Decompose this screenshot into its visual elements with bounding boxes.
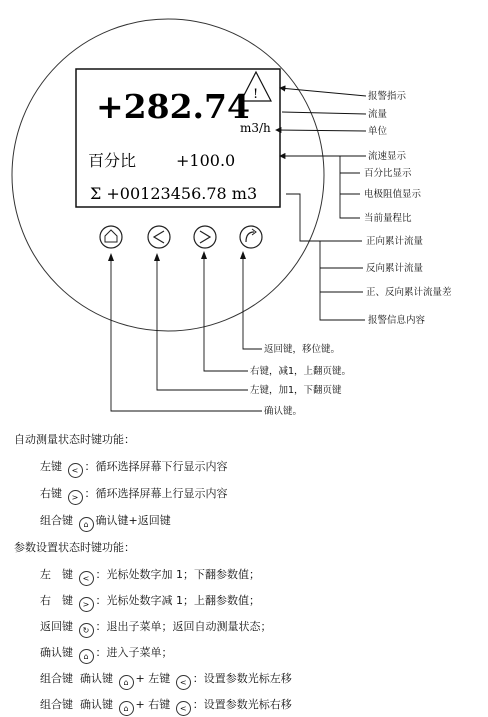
callout-arrowheads (108, 251, 246, 261)
callout-left-key: 左键，加1，下翻页键 (250, 385, 342, 396)
percent-value: +100.0 (176, 151, 236, 170)
right-key-icon: > (79, 597, 94, 612)
param-row-combo-left: 组合键 确认键 ⌂ + 左键 < ：设置参数光标左移 (40, 672, 292, 690)
param-row-right: 右 键 > ：光标处数字减 1；上翻参数值； (40, 594, 260, 612)
callout-reverse-total: 反向累计流量 (366, 263, 424, 274)
callout-confirm-key: 确认键。 (264, 406, 303, 417)
callout-percent: 百分比显示 (364, 168, 412, 179)
meter-body (12, 19, 324, 331)
confirm-key-icon: ⌂ (79, 649, 94, 664)
callout-forward-total: 正向累计流量 (366, 236, 424, 247)
alarm-symbol: ! (253, 87, 259, 102)
confirm-key-icon: ⌂ (119, 675, 134, 690)
return-key-icon: ↻ (79, 623, 94, 638)
param-mode-title: 参数设置状态时键功能： (14, 541, 135, 554)
callout-flow: 流量 (368, 109, 388, 120)
param-row-left: 左 键 < ：光标处数字加 1；下翻参数值； (40, 568, 260, 586)
param-row-return: 返回键 ↻ ：退出子菜单；返回自动测量状态； (40, 620, 272, 638)
confirm-key-icon: ⌂ (119, 701, 134, 716)
confirm-key-icon: ⌂ (79, 517, 94, 532)
auto-row-combo: 组合键 ⌂ 确认键+返回键 (40, 514, 171, 532)
callout-return-key: 返回键，移位键。 (264, 344, 341, 355)
callout-lines (111, 88, 366, 411)
left-key-icon: < (79, 571, 94, 586)
auto-mode-title: 自动测量状态时键功能： (14, 433, 135, 446)
flow-unit: m3/h (240, 121, 271, 135)
param-row-combo-right: 组合键 确认键 ⌂ + 右键 < ：设置参数光标右移 (40, 698, 292, 716)
left-key-icon: < (68, 463, 83, 478)
return-key[interactable] (240, 226, 262, 248)
callout-right-key: 右键，减1，上翻页键。 (250, 366, 352, 377)
percent-label: 百分比 (88, 151, 137, 170)
confirm-key[interactable] (100, 226, 122, 248)
right-key-icon: > (68, 490, 83, 505)
callout-alarm-info: 报警信息内容 (368, 315, 426, 326)
flow-value: +282.74 (96, 87, 250, 126)
auto-row-left: 左键 < ：循环选择屏幕下行显示内容 (40, 460, 228, 478)
param-row-confirm: 确认键 ⌂ ：进入子菜单； (40, 646, 173, 664)
callout-velocity: 流速显示 (368, 151, 407, 162)
left-key-icon: < (176, 701, 191, 716)
callout-range: 当前量程比 (364, 213, 412, 224)
right-key[interactable] (194, 226, 216, 248)
callout-unit: 单位 (368, 126, 388, 137)
left-key[interactable] (148, 226, 170, 248)
total-line: Σ +00123456.78 m3 (90, 184, 258, 203)
callout-total-diff: 正、反向累计流量差 (366, 287, 452, 298)
callout-alarm: 报警指示 (368, 91, 407, 102)
auto-row-right: 右键 > ：循环选择屏幕上行显示内容 (40, 487, 228, 505)
left-key-icon: < (176, 675, 191, 690)
callout-electrode: 电极阻值显示 (364, 189, 422, 200)
